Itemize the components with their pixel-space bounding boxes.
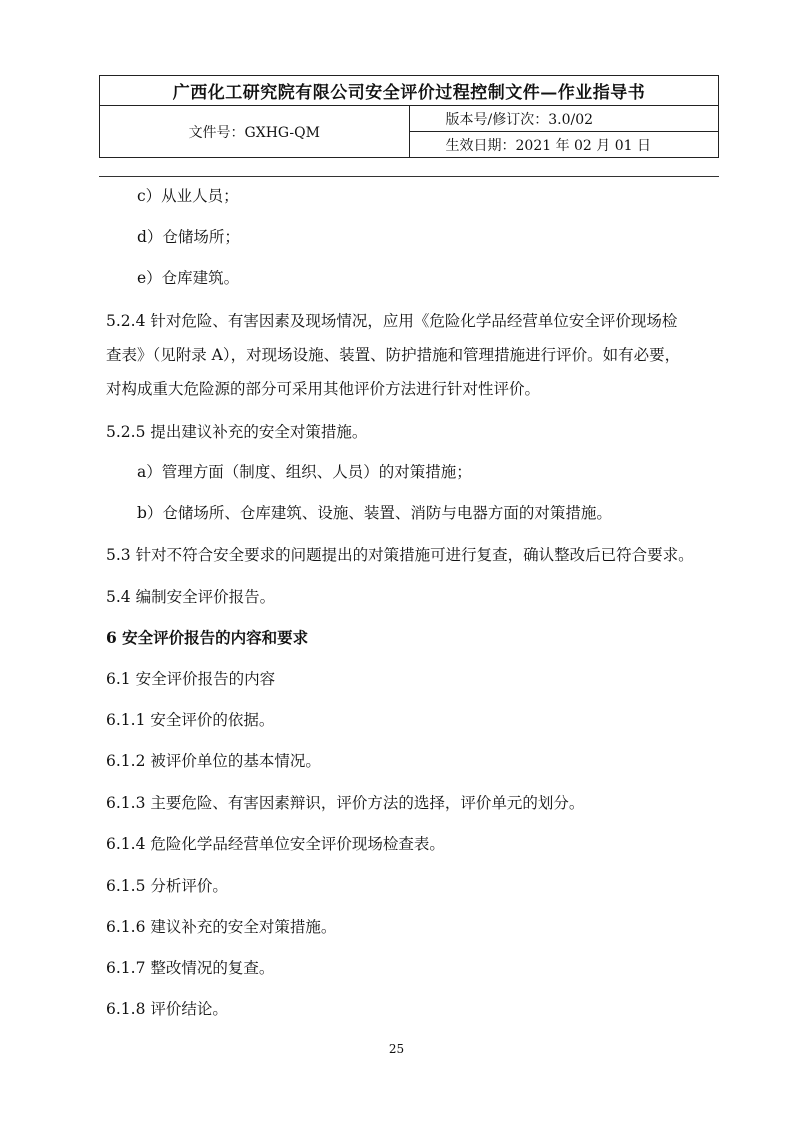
header-divider — [99, 176, 719, 177]
body-line: b）仓储场所、仓库建筑、设施、装置、消防与电器方面的对策措施。 — [137, 504, 612, 522]
page-number: 25 — [388, 1042, 405, 1056]
list-item: 6.1.1 安全评价的依据。 — [106, 711, 275, 729]
list-item: 6.1.8 评价结论。 — [106, 1000, 228, 1018]
body-line: 5.2.4 针对危险、有害因素及现场情况，应用《危险化学品经营单位安全评价现场检 — [106, 312, 678, 330]
body-line: d）仓储场所； — [137, 228, 240, 246]
body-line: 查表》（见附录 A），对现场设施、装置、防护措施和管理措施进行评价。如有必要， — [106, 346, 681, 364]
body-line: e）仓库建筑。 — [137, 269, 240, 287]
section-heading: 6.1 安全评价报告的内容 — [106, 670, 276, 688]
body-line: 5.4 编制安全评价报告。 — [106, 588, 276, 606]
list-item: 6.1.3 主要危险、有害因素辩识，评价方法的选择，评价单元的划分。 — [106, 794, 585, 812]
document-header-table — [99, 75, 719, 158]
document-title: 广西化工研究院有限公司安全评价过程控制文件—作业指导书 — [100, 76, 719, 106]
list-item: 6.1.5 分析评价。 — [106, 877, 228, 895]
body-line: 5.3 针对不符合安全要求的问题提出的对策措施可进行复查，确认整改后已符合要求。 — [106, 546, 694, 564]
list-item: 6.1.7 整改情况的复查。 — [106, 959, 275, 977]
body-line: c）从业人员； — [137, 187, 239, 205]
list-item: 6.1.6 建议补充的安全对策措施。 — [106, 918, 337, 936]
body-line: 对构成重大危险源的部分可采用其他评价方法进行针对性评价。 — [106, 380, 541, 398]
chapter-heading: 6 安全评价报告的内容和要求 — [106, 628, 309, 647]
list-item: 6.1.2 被评价单位的基本情况。 — [106, 752, 321, 770]
version-number: 版本号/修订次：3.0/02 — [409, 106, 719, 132]
list-item: 6.1.4 危险化学品经营单位安全评价现场检查表。 — [106, 835, 445, 853]
section-heading: 5.2.5 提出建议补充的安全对策措施。 — [106, 423, 368, 441]
body-line: a）管理方面（制度、组织、人员）的对策措施； — [137, 463, 472, 481]
effective-date: 生效日期：2021 年 02 月 01 日 — [409, 132, 719, 158]
document-number: 文件号：GXHG-QM — [100, 106, 410, 158]
